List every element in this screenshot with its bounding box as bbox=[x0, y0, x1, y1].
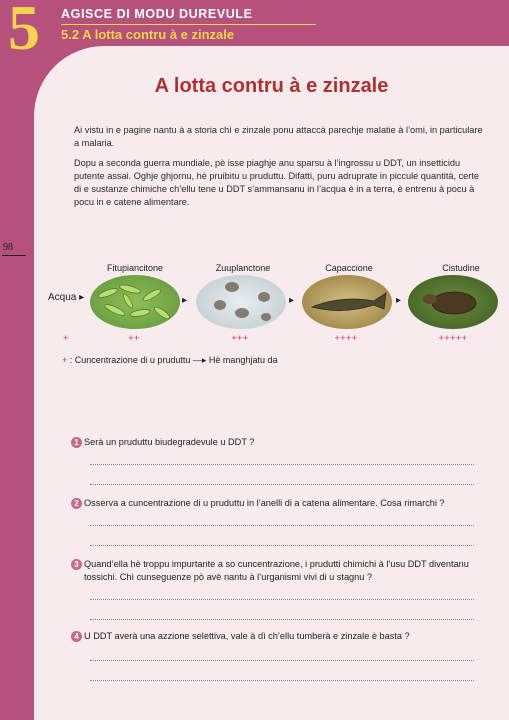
question-2 bbox=[74, 497, 494, 510]
stage-label-phytoplankton: Fitupiancitone bbox=[106, 263, 164, 273]
chapter-number: 5 bbox=[8, 0, 40, 63]
intro-paragraph: Ai vistu in e pagine nantu à a storia chì e zinzale ponu attaccà parechje malatie à l’omi, in particulare a malaria. bbox=[74, 125, 483, 148]
legend-arrow-icon: —▸ bbox=[192, 355, 207, 365]
water-concentration: + bbox=[63, 333, 69, 343]
stage-label-fish: Capaccione bbox=[325, 263, 373, 273]
answer-line[interactable] bbox=[90, 680, 474, 682]
question-number-badge: 1 bbox=[71, 437, 82, 448]
fish-image bbox=[302, 275, 392, 329]
answer-line[interactable] bbox=[90, 545, 474, 547]
page-title: A lotta contru à e zinzale bbox=[154, 75, 389, 97]
page-number-rule bbox=[2, 255, 26, 256]
stage-label-zooplankton: Zuuplanctone bbox=[215, 263, 271, 273]
question-text: Quand’ella hè troppu impurtante a so cuncentrazione, i prudutti chimichi à l’usu DDT diventanu tossichi. Chì cunseguenze pò avè nantu à l’urganismi vivi di u stagnu ? bbox=[84, 559, 469, 582]
phytoplankton-concentration: ++ bbox=[128, 333, 140, 343]
question-number-badge: 4 bbox=[71, 631, 82, 642]
fish-concentration: ++++ bbox=[334, 333, 358, 343]
phytoplankton-image bbox=[90, 275, 180, 329]
zooplankton-image bbox=[196, 275, 286, 329]
question-4 bbox=[74, 630, 494, 643]
start-label-water: Acqua ▸ bbox=[48, 292, 85, 303]
header-divider bbox=[61, 24, 316, 25]
arrow-3-icon: ▸ bbox=[396, 295, 402, 306]
arrow-2-icon: ▸ bbox=[289, 295, 295, 306]
question-text: U DDT averà una azzione selettiva, vale à dì ch’ellu tumberà e zinzale è basta ? bbox=[84, 631, 410, 641]
question-number-badge: 2 bbox=[71, 498, 82, 509]
answer-line[interactable] bbox=[90, 525, 474, 527]
turtle-image bbox=[408, 275, 498, 329]
question-text: Serà un pruduttu biudegradevule u DDT ? bbox=[84, 437, 255, 447]
question-number-badge: 3 bbox=[71, 559, 82, 570]
arrow-1-icon: ▸ bbox=[182, 295, 188, 306]
legend-plus-symbol: + bbox=[62, 355, 68, 365]
chapter-title: AGISCE DI MODU DUREVULE bbox=[61, 7, 253, 21]
stage-label-turtle: Cistudine bbox=[442, 263, 480, 273]
question-3 bbox=[74, 558, 494, 584]
turtle-concentration: +++++ bbox=[438, 333, 468, 343]
page-number: 98 bbox=[3, 242, 13, 253]
section-title: 5.2 A lotta contru à e zinzale bbox=[61, 27, 235, 42]
answer-line[interactable] bbox=[90, 464, 474, 466]
ddt-paragraph: Dopu a seconda guerra mundiale, pè isse piaghje anu sparsu à l’ingrossu u DDT, un insetticidu putente assai. Oghje ghjornu, hè pruibitu u pruduttu. Difatti, puru adruprate in piccule quantità, certe di e sustanze chimiche ch’ellu tene u DDT s’ammansanu in l’acqua è in a terra, è entrenu à pocu à pocu in e catene alimentare. bbox=[74, 158, 480, 207]
question-1 bbox=[74, 436, 494, 449]
answer-line[interactable] bbox=[90, 619, 474, 621]
answer-line[interactable] bbox=[90, 660, 474, 662]
question-text: Osserva a cuncentrazione di u pruduttu in l’anelli di a catena alimentare. Cosa rimarchi ? bbox=[84, 498, 445, 508]
chain-legend bbox=[62, 355, 277, 366]
legend-eaten-by-text: Hè manghjatu da bbox=[208, 355, 278, 365]
answer-line[interactable] bbox=[90, 599, 474, 601]
zooplankton-concentration: +++ bbox=[231, 333, 249, 343]
answer-line[interactable] bbox=[90, 484, 474, 486]
legend-concentration-text: : Cuncentrazione di u pruduttu bbox=[69, 355, 191, 365]
